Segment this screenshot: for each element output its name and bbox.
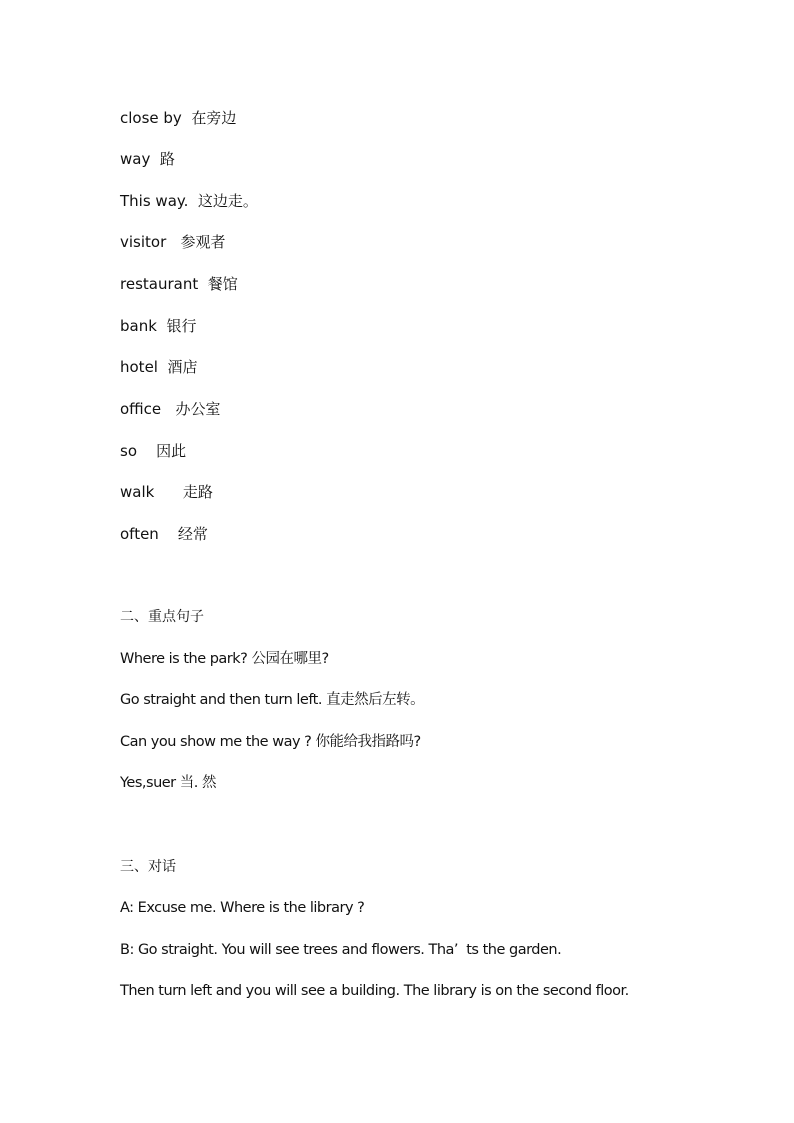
dialogue-line: Then turn left and you will see a building. The library is on the second floor. (120, 983, 629, 999)
vocab-item: often 经常 (120, 525, 208, 543)
vocab-item: restaurant 餐馆 (120, 275, 238, 293)
sentence-line: Where is the park? 公园在哪里? (120, 651, 329, 667)
vocab-item: bank 银行 (120, 317, 197, 335)
vocab-item: visitor 参观者 (120, 233, 226, 251)
vocab-item: This way. 这边走。 (120, 192, 258, 210)
vocab-item: hotel 酒店 (120, 358, 198, 376)
dialogue-line: A: Excuse me. Where is the library ? (120, 900, 365, 916)
vocab-item: office 办公室 (120, 400, 221, 418)
vocab-item: walk 走路 (120, 483, 213, 501)
sentence-line: Can you show me the way ? 你能给我指路吗? (120, 734, 421, 750)
vocab-item: close by 在旁边 (120, 109, 237, 127)
sentence-line: Yes,suer 当. 然 (120, 775, 216, 791)
section-heading: 三、对话 (120, 859, 176, 875)
dialogue-line: B: Go straight. You will see trees and flowers. Tha’ ts the garden. (120, 942, 562, 958)
sentence-line: Go straight and then turn left. 直走然后左转。 (120, 692, 425, 708)
vocab-item: way 路 (120, 150, 175, 168)
vocab-item: so 因此 (120, 442, 187, 460)
section-heading: 二、重点句子 (120, 609, 204, 625)
